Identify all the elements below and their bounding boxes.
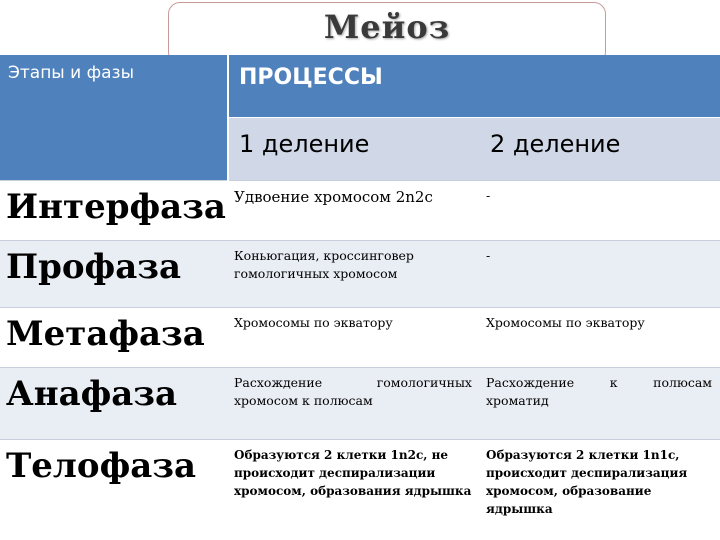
table-header-row xyxy=(0,55,720,118)
page-title: Мейоз xyxy=(323,8,451,46)
division1-cell: Образуются 2 клетки 1n2c, не происходит деспирализации хромосом, образования ядрышка xyxy=(228,440,480,528)
phase-name: Профаза xyxy=(0,241,228,308)
division2-cell: - xyxy=(480,181,720,241)
table-row-prophase xyxy=(0,241,720,308)
header-division-2: 2 деление xyxy=(480,118,720,181)
header-stages-phases: Этапы и фазы xyxy=(0,55,228,181)
division1-cell: Удвоение хромосом 2n2c xyxy=(228,181,480,241)
division2-cell: Хромосомы по экватору xyxy=(480,308,720,368)
header-processes: ПРОЦЕССЫ xyxy=(228,55,720,118)
meiosis-table xyxy=(0,55,720,528)
phase-name: Телофаза xyxy=(0,440,228,528)
phase-name: Интерфаза xyxy=(0,181,228,241)
table-row-telophase xyxy=(0,440,720,528)
division1-cell: Расхождение гомологичных хромосом к полюсам xyxy=(228,368,480,440)
phase-name: Анафаза xyxy=(0,368,228,440)
table-row-anaphase xyxy=(0,368,720,440)
division2-cell: Образуются 2 клетки 1n1c, происходит деспирализация хромосом, образование ядрышка xyxy=(480,440,720,528)
division1-cell: Коньюгация, кроссинговер гомологичных хромосом xyxy=(228,241,480,308)
table-row-metaphase xyxy=(0,308,720,368)
division2-cell: Расхождение к полюсам хроматид xyxy=(480,368,720,440)
header-division-1: 1 деление xyxy=(228,118,480,181)
division2-cell: - xyxy=(480,241,720,308)
table-row-interphase xyxy=(0,181,720,241)
phase-name: Метафаза xyxy=(0,308,228,368)
division1-cell: Хромосомы по экватору xyxy=(228,308,480,368)
